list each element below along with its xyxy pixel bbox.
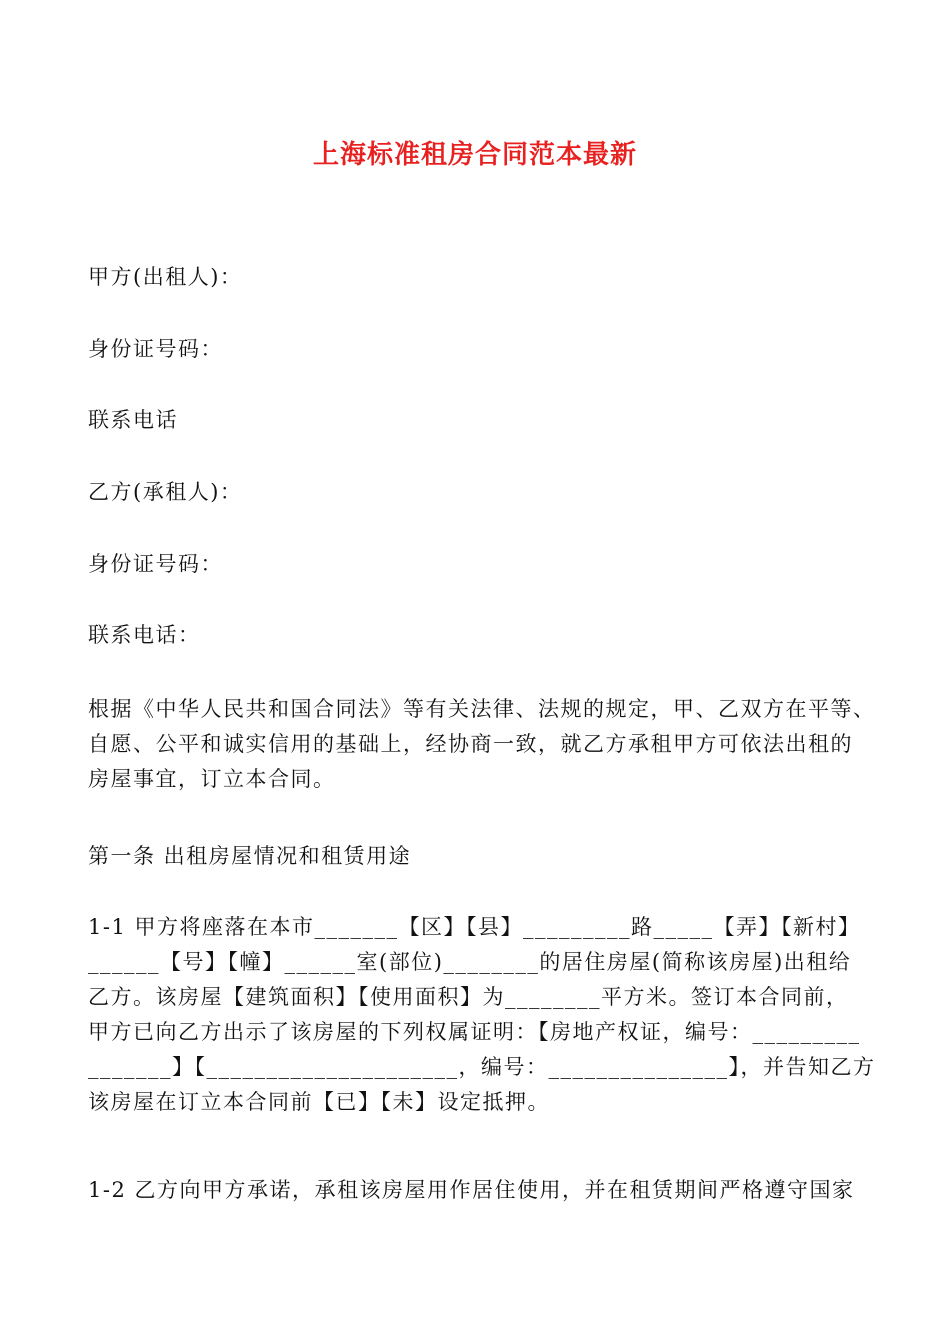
article-1-heading: 第一条 出租房屋情况和租赁用途 — [88, 844, 412, 868]
preamble-paragraph — [88, 692, 878, 797]
clause-line: 乙方。该房屋【建筑面积】【使用面积】为________平方米。签订本合同前， — [88, 985, 849, 1009]
document-title: 上海标准租房合同范本最新 — [312, 140, 637, 170]
clause-1-1-paragraph — [88, 910, 878, 1120]
clause-line: 1-2 乙方向甲方承诺，承租该房屋用作居住使用，并在租赁期间严格遵守国家 — [88, 1178, 855, 1202]
party-a-label: 甲方(出租人)： — [88, 265, 243, 289]
party-b-label: 乙方(承租人)： — [88, 480, 243, 504]
clause-line: 该房屋在订立本合同前【已】【未】设定抵押。 — [88, 1090, 550, 1114]
clause-1-2-paragraph — [88, 1173, 878, 1208]
clause-line: 甲方已向乙方出示了该房屋的下列权属证明：【房地产权证，编号：_________ — [88, 1020, 861, 1044]
party-b-id-label: 身份证号码： — [88, 552, 223, 576]
party-a-id-label: 身份证号码： — [88, 337, 223, 361]
preamble-line: 根据《中华人民共和国合同法》等有关法律、法规的规定，甲、乙双方在平等、 — [88, 697, 876, 721]
clause-line: ______【号】【幢】______室(部位)________的居住房屋(简称该房屋)出租给 — [88, 950, 852, 974]
clause-line: _______】【_____________________，编号：_______________】，并告知乙方 — [88, 1055, 876, 1079]
party-b-phone-label: 联系电话： — [88, 623, 201, 647]
preamble-line: 房屋事宜，订立本合同。 — [88, 767, 336, 791]
clause-line: 1-1 甲方将座落在本市_______【区】【县】_________路_____【弄】【新村】 — [88, 915, 861, 939]
party-a-phone-label: 联系电话 — [88, 408, 178, 432]
preamble-line: 自愿、公平和诚实信用的基础上，经协商一致，就乙方承租甲方可依法出租的 — [88, 732, 853, 756]
